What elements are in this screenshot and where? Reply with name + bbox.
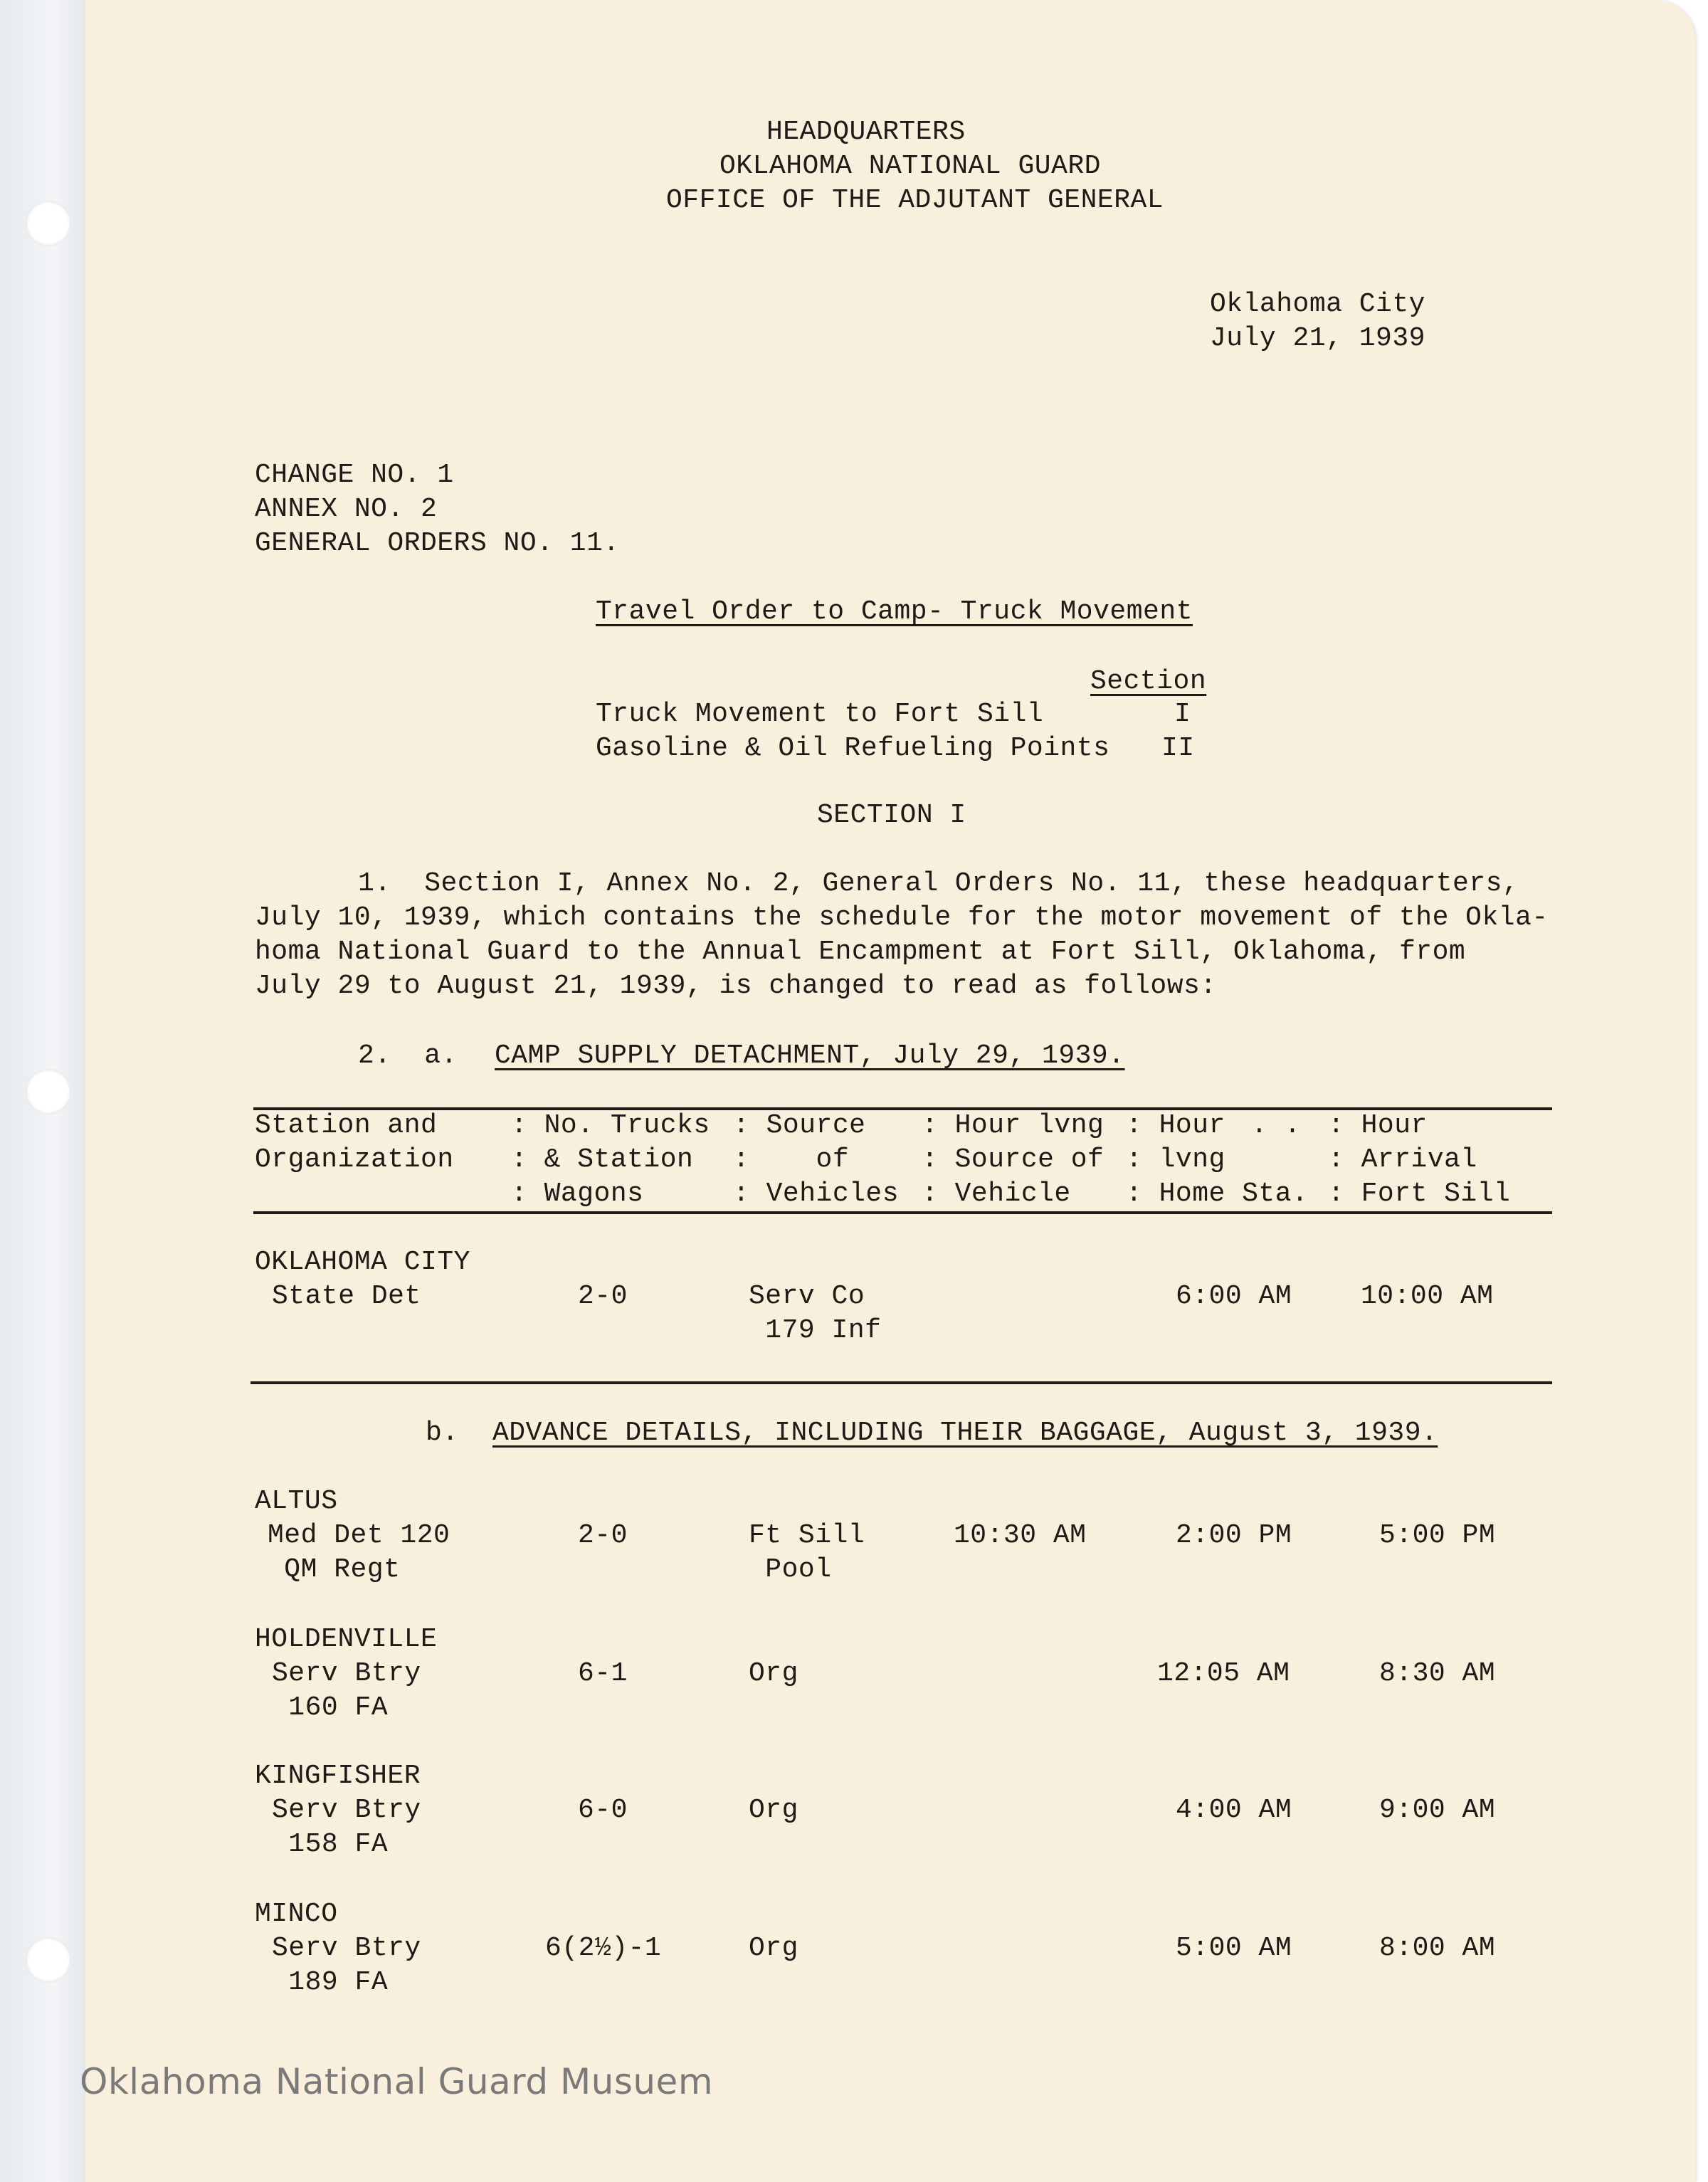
row-station: ALTUS <box>255 1486 338 1517</box>
row-source: Org <box>749 1795 798 1825</box>
col-header-hour-home: : lvng <box>1126 1144 1225 1175</box>
row-source: Ft Sill <box>749 1520 865 1551</box>
annex-number: ANNEX NO. 2 <box>255 494 438 525</box>
col-header-trucks: : Wagons <box>511 1179 644 1209</box>
row-hour-home: 6:00 AM <box>1176 1281 1292 1312</box>
row-organization: Serv Btry <box>272 1658 421 1689</box>
col-header-hour-home: : Hour <box>1126 1110 1225 1141</box>
col-header-hour-home: : Home Sta. <box>1126 1179 1309 1209</box>
row-organization: Serv Btry <box>272 1795 421 1825</box>
col-header-station: Organization <box>255 1144 454 1175</box>
paragraph-2b-heading: ADVANCE DETAILS, INCLUDING THEIR BAGGAGE, August 3, 1939. <box>492 1418 1438 1448</box>
row-organization: Serv Btry <box>272 1933 421 1964</box>
document-title: Travel Order to Camp- Truck Movement <box>596 596 1193 627</box>
row-source: Pool <box>749 1554 832 1585</box>
paragraph-2a-heading: CAMP SUPPLY DETACHMENT, July 29, 1939. <box>495 1040 1125 1071</box>
punch-hole <box>26 1937 71 1983</box>
paragraph-2a-prefix: 2. a. <box>358 1040 458 1071</box>
row-organization: QM Regt <box>268 1554 401 1585</box>
contents-item-label: Gasoline & Oil Refueling Points <box>596 733 1110 764</box>
paragraph-line: July 29 to August 21, 1939, is changed to read as follows: <box>255 971 1217 1001</box>
place: Oklahoma City <box>1210 289 1425 320</box>
row-arrival: 5:00 PM <box>1379 1520 1496 1551</box>
row-hour-home: 2:00 PM <box>1176 1520 1292 1551</box>
col-header-station: Station and <box>255 1110 438 1141</box>
general-orders: GENERAL ORDERS NO. 11. <box>255 528 620 559</box>
row-trucks: 2-0 <box>578 1520 628 1551</box>
row-hour-source: 10:30 AM <box>954 1520 1087 1551</box>
punch-hole <box>26 1069 71 1114</box>
row-station: KINGFISHER <box>255 1761 421 1791</box>
row-organization: 158 FA <box>272 1829 389 1860</box>
col-header-hour-source: : Hour lvng <box>922 1110 1105 1141</box>
col-header-arrival: : Fort Sill <box>1328 1179 1511 1209</box>
row-organization: 189 FA <box>272 1967 389 1998</box>
row-hour-home: 12:05 AM <box>1157 1658 1290 1689</box>
row-source: 179 Inf <box>749 1315 882 1346</box>
row-source: Org <box>749 1658 798 1689</box>
row-trucks: 2-0 <box>578 1281 628 1312</box>
row-station: OKLAHOMA CITY <box>255 1247 470 1277</box>
row-arrival: 8:30 AM <box>1379 1658 1496 1689</box>
paragraph-2b-prefix: b. <box>426 1418 459 1448</box>
row-trucks: 6-1 <box>578 1658 628 1689</box>
col-header-source: : Vehicles <box>733 1179 900 1209</box>
row-station: MINCO <box>255 1899 338 1929</box>
contents-item-section: I <box>1174 699 1191 729</box>
row-source: Serv Co <box>749 1281 865 1312</box>
col-header-trucks: : & Station <box>511 1144 694 1175</box>
change-number: CHANGE NO. 1 <box>255 460 454 490</box>
row-hour-home: 5:00 AM <box>1176 1933 1292 1964</box>
paragraph-line: homa National Guard to the Annual Encampment at Fort Sill, Oklahoma, from <box>255 937 1466 967</box>
museum-watermark: Oklahoma National Guard Musuem <box>80 2061 714 2102</box>
header-line-3: OFFICE OF THE ADJUTANT GENERAL <box>666 185 1164 216</box>
col-header-trucks: : No. Trucks <box>511 1110 710 1141</box>
row-station: HOLDENVILLE <box>255 1624 438 1655</box>
header-line-1: HEADQUARTERS <box>766 117 966 147</box>
contents-item-section: II <box>1161 733 1195 764</box>
paragraph-line: 1. Section I, Annex No. 2, General Orders No. 11, these headquarters, <box>358 868 1519 899</box>
row-arrival: 8:00 AM <box>1379 1933 1496 1964</box>
row-arrival: 9:00 AM <box>1379 1795 1496 1825</box>
row-arrival: 10:00 AM <box>1361 1281 1494 1312</box>
col-header-hour-source: : Source of <box>922 1144 1105 1175</box>
table-header-rule <box>253 1211 1552 1214</box>
row-organization: State Det <box>272 1281 421 1312</box>
row-organization: Med Det 120 <box>268 1520 450 1551</box>
header-line-2: OKLAHOMA NATIONAL GUARD <box>719 151 1101 181</box>
col-header-source: : Source <box>733 1110 866 1141</box>
punch-hole <box>26 201 71 246</box>
header-dots: . . <box>1251 1110 1301 1141</box>
col-header-arrival: : Hour <box>1328 1110 1428 1141</box>
row-hour-home: 4:00 AM <box>1176 1795 1292 1825</box>
col-header-source: : of <box>733 1144 850 1175</box>
contents-section-header: Section <box>1090 666 1207 697</box>
contents-item-label: Truck Movement to Fort Sill <box>596 699 1044 729</box>
row-trucks: 6-0 <box>578 1795 628 1825</box>
table-bottom-rule <box>251 1381 1552 1384</box>
section-heading: SECTION I <box>817 800 966 831</box>
row-trucks: 6(2½)-1 <box>545 1933 662 1964</box>
row-source: Org <box>749 1933 798 1964</box>
col-header-hour-source: : Vehicle <box>922 1179 1071 1209</box>
paragraph-line: July 10, 1939, which contains the schedule for the motor movement of the Okla- <box>255 902 1549 933</box>
row-organization: 160 FA <box>272 1692 389 1723</box>
col-header-arrival: : Arrival <box>1328 1144 1477 1175</box>
date: July 21, 1939 <box>1210 323 1425 354</box>
